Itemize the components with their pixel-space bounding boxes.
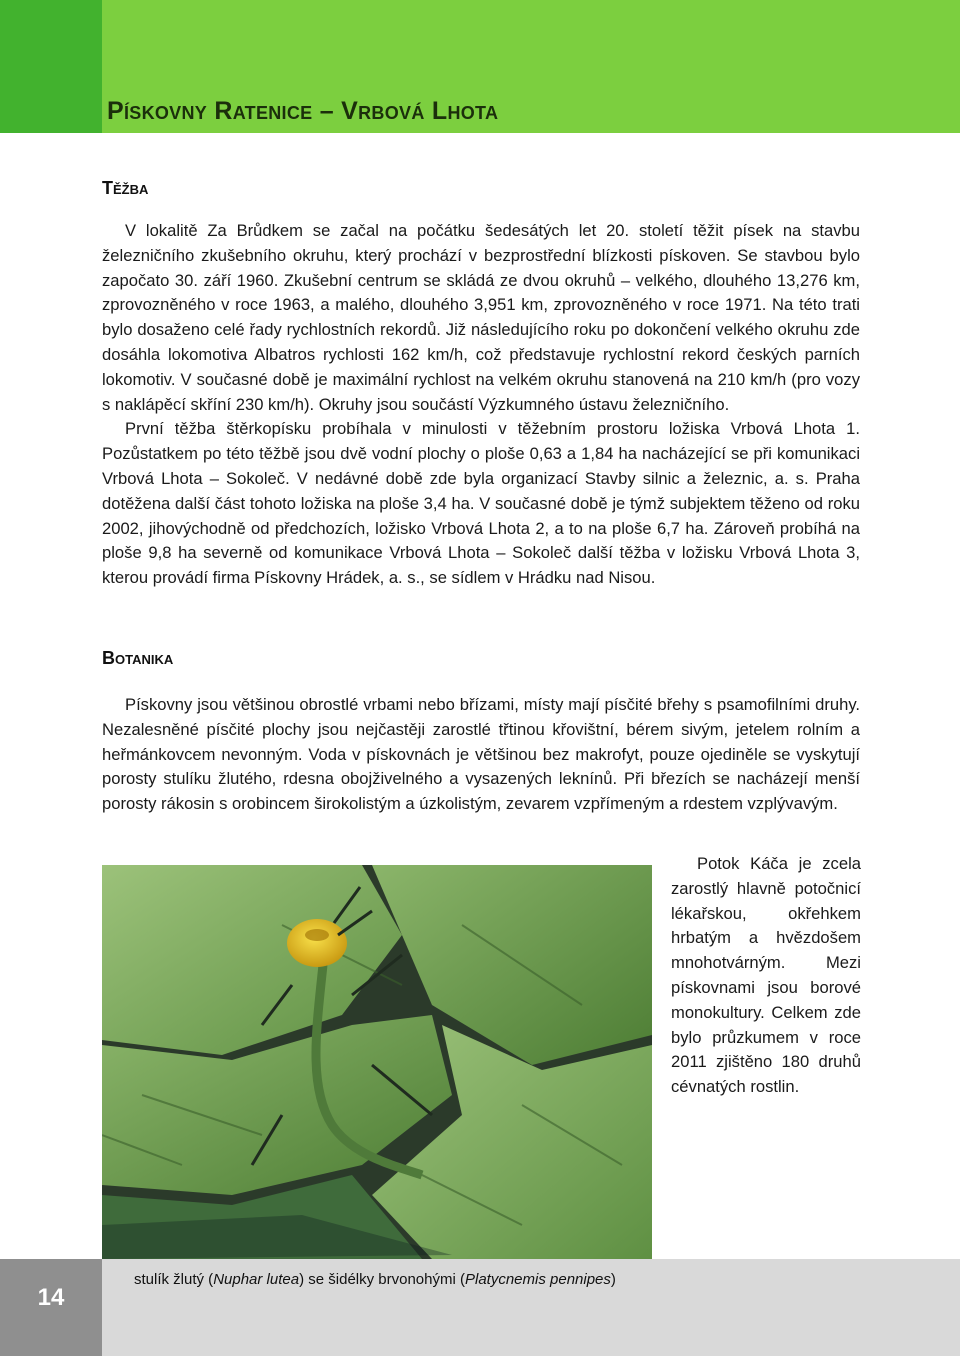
section-heading-botanika: Botanika	[102, 648, 174, 668]
page-title: Pískovny Ratenice – Vrbová Lhota	[107, 97, 499, 125]
caption-text: )	[610, 1271, 616, 1288]
photo-caption	[134, 1271, 616, 1288]
photo-water-lily	[102, 865, 652, 1259]
section-heading-tezba: Těžba	[102, 178, 149, 198]
side-text: Potok Káča je zcela zarostlý hlavně potočnicí lékařskou, okřehkem hrbatým a hvězdošem mnohotvárným. Mezi pískovnami jsou borové monokultury. Celkem zde bylo průzkumem v roce 2011 zjištěno 180 druhů cévnatých rostlin.	[671, 854, 861, 1097]
caption-latin-name: Platycnemis pennipes	[464, 1271, 611, 1288]
caption-text: ) se šidélky brvonohými (	[299, 1271, 465, 1288]
paragraph: Pískovny jsou většinou obrostlé vrbami nebo břízami, místy mají písčité břehy s psamofilními druhy. Nezalesněné písčité plochy jsou nejčastěji zarostlé třtinou křovištní, bérem sivým, jetelem rolním a heřmánkovcem nevonným. Voda v pískovnách je většinou bez makrofyt, pouze ojediněle se vyskytují porosty stulíku žlutého, rdesna obojživelného a vysazených leknínů. Při březích se nacházejí menší porosty rákosin s orobincem širokolistým a úzkolistým, zevarem vzpřímeným a rdestem vzplývavým.	[102, 695, 860, 814]
section-body-botanika	[102, 693, 860, 817]
paragraph: První těžba štěrkopísku probíhala v minulosti v těžebním prostoru ložiska Vrbová Lhota 1. Pozůstatkem po této těžbě jsou dvě vodní plochy o ploše 0,63 a 1,84 ha nacházející se při komunikaci Vrbová Lhota – Sokoleč. V nedávné době zde byla organizací Stavby silnic a železnic, a. s. Praha dotěžena další část tohoto ložiska na ploše 3,4 ha. V současné době je týmž subjektem těženo od roku 2002, jihovýchodně od předchozích, ložisko Vrbová Lhota 2, a to na ploše 6,7 ha. Zároveň probíhá na ploše 9,8 ha severně od komunikace Vrbová Lhota – Sokoleč další těžba v ložisku Vrbová Lhota 3, kterou provádí firma Pískovny Hrádek, a. s., se sídlem v Hrádku nad Nisou.	[102, 419, 860, 588]
paragraph: V lokalitě Za Brůdkem se začal na počátku šedesátých let 20. století těžit písek na stavbu železničního zkušebního okruhu, který prochází v bezprostřední blízkosti pískoven. Se stavbou bylo započato 30. září 1960. Zkušební centrum se skládá ze dvou okruhů – velkého, dlouhého 13,276 km, zprovozněného v roce 1963, a malého, dlouhého 3,951 km, zprovozněného v roce 1971. Na této trati bylo dosaženo celé řady rychlostních rekordů. Již následujícího roku po dokončení velkého okruhu zde dosáhla lokomotiva Albatros rychlosti 162 km/h, což představuje rychlostní rekord českých parních lokomotiv. V současné době je maximální rychlost na velkém okruhu stanovená na 210 km/h (pro vozy s naklápěcí skříní 230 km/h). Okruhy jsou součástí Výzkumného ústavu železničního.	[102, 221, 860, 414]
section-body-tezba	[102, 219, 860, 591]
caption-text: stulík žlutý (	[134, 1271, 214, 1288]
header-corner-block	[0, 0, 102, 133]
page-number: 14	[37, 1284, 65, 1311]
caption-latin-name: Nuphar lutea	[213, 1271, 300, 1288]
